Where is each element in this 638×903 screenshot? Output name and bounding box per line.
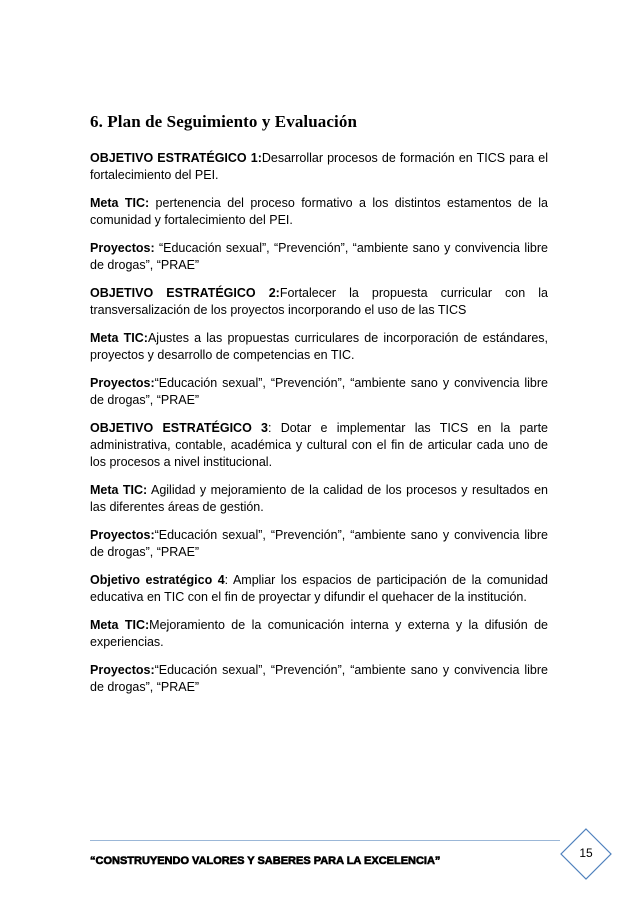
paragraph-proyectos-2 — [90, 375, 548, 409]
paragraph-text: “Educación sexual”, “Prevención”, “ambiente sano y convivencia libre de drogas”, “PRAE” — [90, 376, 548, 407]
paragraph-proyectos-4 — [90, 662, 548, 696]
paragraph-label: Meta TIC: — [90, 196, 150, 210]
paragraph-text: : Dotar e implementar las TICS en la parte administrativa, contable, académica y cultural con el fin de articular cada uno de los procesos a nivel institucional. — [90, 421, 548, 469]
paragraph-meta-3 — [90, 482, 548, 516]
paragraph-label: OBJETIVO ESTRATÉGICO 3 — [90, 421, 268, 435]
section-heading: 6. Plan de Seguimiento y Evaluación — [90, 112, 358, 131]
paragraph-text: Mejoramiento de la comunicación interna y externa y la difusión de experiencias. — [90, 618, 548, 649]
paragraph-label: OBJETIVO ESTRATÉGICO 1: — [90, 151, 262, 165]
paragraph-proyectos-3 — [90, 527, 548, 561]
footer-divider — [90, 840, 560, 841]
paragraph-objetivo-4 — [90, 572, 548, 606]
paragraph-label: Meta TIC: — [90, 483, 148, 497]
paragraph-objetivo-2 — [90, 285, 548, 319]
paragraph-label: Proyectos: — [90, 663, 155, 677]
paragraph-label: Proyectos: — [90, 241, 155, 255]
paragraph-label: Proyectos: — [90, 376, 155, 390]
page-number: 15 — [579, 846, 593, 860]
paragraph-text: pertenencia del proceso formativo a los distintos estamentos de la comunidad y fortalecimiento del PEI. — [90, 196, 548, 227]
paragraph-label: Meta TIC: — [90, 331, 148, 345]
paragraph-label: Meta TIC: — [90, 618, 150, 632]
paragraph-text: Agilidad y mejoramiento de la calidad de los procesos y resultados en las diferentes áreas de gestión. — [90, 483, 548, 514]
paragraph-meta-2 — [90, 330, 548, 364]
paragraph-text: “Educación sexual”, “Prevención”, “ambiente sano y convivencia libre de drogas”, “PRAE” — [90, 528, 548, 559]
paragraph-text: : Ampliar los espacios de participación de la comunidad educativa en TIC con el fin de proyectar y difundir el quehacer de la institución. — [90, 573, 548, 604]
paragraph-text: Desarrollar procesos de formación en TICS para el fortalecimiento del PEI. — [90, 151, 549, 182]
paragraph-label: Proyectos: — [90, 528, 155, 542]
paragraph-text: “Educación sexual”, “Prevención”, “ambiente sano y convivencia libre de drogas”, “PRAE” — [90, 663, 548, 694]
paragraph-proyectos-1 — [90, 240, 548, 274]
paragraph-label: OBJETIVO ESTRATÉGICO 2: — [90, 286, 280, 300]
paragraph-text: Fortalecer la propuesta curricular con la transversalización de los proyectos incorporando el uso de las TICS — [90, 286, 548, 317]
document-body — [90, 150, 548, 707]
paragraph-objetivo-1 — [90, 150, 548, 184]
paragraph-label: Objetivo estratégico 4 — [90, 573, 225, 587]
footer-motto: “CONSTRUYENDO VALORES Y SABERES PARA LA EXCELENCIA” — [90, 855, 441, 867]
paragraph-meta-1 — [90, 195, 548, 229]
paragraph-meta-4 — [90, 617, 548, 651]
paragraph-text: Ajustes a las propuestas curriculares de incorporación de estándares, proyectos y desarrollo de competencias en TIC. — [90, 331, 548, 362]
paragraph-objetivo-3 — [90, 420, 548, 471]
paragraph-text: “Educación sexual”, “Prevención”, “ambiente sano y convivencia libre de drogas”, “PRAE” — [90, 241, 548, 272]
